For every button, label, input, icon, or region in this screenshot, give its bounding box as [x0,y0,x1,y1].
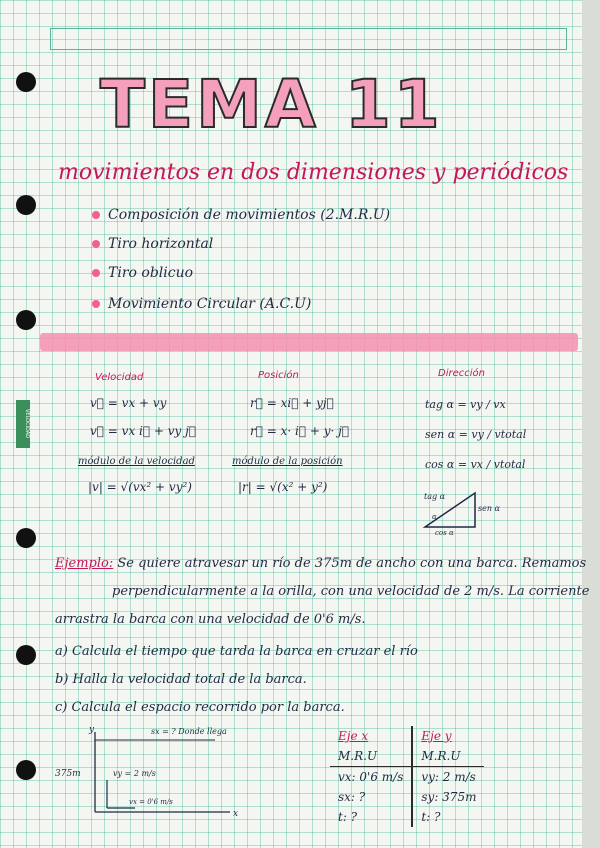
y-label: y [89,725,95,735]
table-cell: t: ? [330,807,412,827]
list-item: Movimiento Circular (A.C.U) [92,296,311,312]
velocidad-heading: Velocidad [95,372,144,383]
page-title: TEMA 11 [100,66,443,143]
bullet-icon [92,240,100,248]
question-c: c) Calcula el espacio recorrido por la barca. [55,700,345,715]
triangle-hyp-label: tag α [424,492,446,501]
direccion-cos: cos α = vx / vtotal [425,458,526,471]
velocidad-formula-2: v⃗ = vx i⃗ + vy j⃗ [90,424,197,438]
list-item: Tiro oblicuo [92,265,193,281]
table-row [330,807,484,827]
width-label: 375m [55,769,81,779]
table-row [330,767,484,788]
velocidad-modulo: |v| = √(vx² + vy²) [88,480,192,494]
notebook-tab: VELOCIDAD [16,400,30,448]
bullet-icon [92,269,100,277]
binder-hole [16,310,36,330]
binder-hole [16,645,36,665]
table-cell: sx: ? [330,787,412,807]
posicion-modulo-label: módulo de la posición [232,456,343,467]
vy-label: vy = 2 m/s [113,769,156,778]
binder-hole [16,72,36,92]
triangle-base-label: cos α [435,529,454,535]
table-cell: vx: 0'6 m/s [330,767,412,788]
velocidad-modulo-label: módulo de la velocidad [78,456,195,467]
sx-label: sx = ? Donde llega [151,727,227,736]
table-cell: t: ? [421,810,441,824]
highlight-band [40,333,578,351]
table-cell: sy: 375m [421,790,477,804]
posicion-formula-1: r⃗ = xi⃗ + yj⃗ [250,396,334,410]
example-label: Ejemplo: [55,556,114,571]
triangle-diagram [410,485,530,535]
binder-hole [16,528,36,548]
axes-table [330,726,484,827]
x-label: x [233,809,239,819]
table-header-y: Eje y [421,729,452,743]
example-line-2: perpendicularmente a la orilla, con una velocidad de 2 m/s. La corriente [112,584,590,599]
binder-hole [16,195,36,215]
vx-label: vx = 0'6 m/s [129,798,173,806]
direccion-tg: tag α = vy / vx [425,398,506,411]
triangle-side-label: sen α [478,504,500,513]
list-item: Composición de movimientos (2.M.R.U) [92,207,390,223]
list-item: Tiro horizontal [92,236,213,252]
posicion-modulo: |r| = √(x² + y²) [238,480,328,494]
river-diagram [55,720,255,820]
header-box [50,28,567,50]
question-a: a) Calcula el tiempo que tarda la barca en cruzar el río [55,644,418,659]
posicion-formula-2: r⃗ = x· i⃗ + y· j⃗ [250,424,350,438]
table-row [330,787,484,807]
triangle-angle-label: α [432,513,437,521]
table-row [330,726,484,746]
page-edge [582,0,600,848]
example-line-1: Ejemplo: Se quiere atravesar un río de 375m de ancho con una barca. Remamos [55,556,587,571]
direccion-sen: sen α = vy / vtotal [425,428,527,441]
bullet-icon [92,300,100,308]
page-subtitle: movimientos en dos dimensiones y periódicos [58,160,569,185]
table-cell: M.R.U [412,746,484,767]
table-header-x: Eje x [330,726,412,746]
binder-hole [16,760,36,780]
example-line-3: arrastra la barca con una velocidad de 0'6 m/s. [55,612,366,627]
table-cell: vy: 2 m/s [421,770,476,784]
question-b: b) Halla la velocidad total de la barca. [55,672,307,687]
table-cell: M.R.U [330,746,412,767]
posicion-heading: Posición [258,370,299,381]
direccion-heading: Dirección [438,368,485,379]
velocidad-formula-1: v⃗ = vx + vy [90,396,167,410]
table-row [330,746,484,767]
bullet-icon [92,211,100,219]
